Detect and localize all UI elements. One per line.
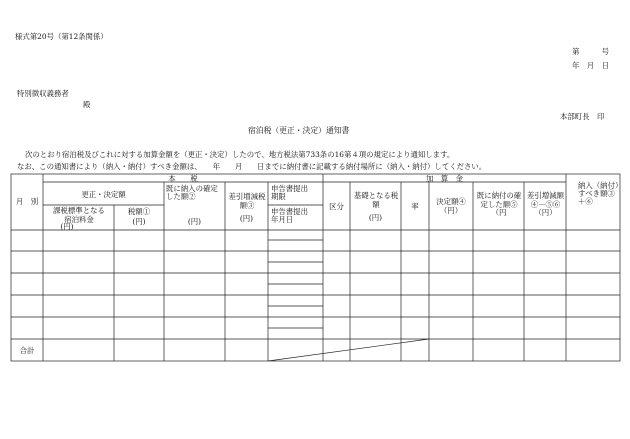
row-total-label: 合計 — [19, 346, 35, 355]
honorific: 殿 — [83, 100, 91, 109]
header-base-tax-unit: (円) — [368, 213, 383, 222]
document-number: 第 号 — [572, 47, 609, 56]
header-base-tax: 基礎となる税額 — [353, 191, 399, 209]
header-already-paid-surcharge: 既に納付の確定した額⑤（円 — [476, 191, 522, 218]
header-already-paid: 既に納入の確定した額② — [166, 184, 218, 202]
header-filing-deadline: 申告書提出期限 — [271, 184, 308, 202]
body-paragraph-line-1: 次のとおり宿泊税及びこれに対する加算金額を（更正・決定）したので、地方税法第733条の16第４項の規定により通知します。 — [25, 150, 455, 159]
header-assessed-amount: 更正・決定額 — [81, 190, 126, 199]
header-rate: 率 — [411, 202, 419, 211]
addressee-label: 特別徴収義務者 — [17, 89, 69, 98]
header-tax-amount: 税額① — [127, 207, 151, 216]
document-title: 宿泊税（更正・決定）通知書 — [248, 126, 350, 135]
header-net-change: 差引増減税額③ — [228, 192, 266, 210]
header-already-paid-unit: (円) — [187, 217, 202, 226]
header-surcharge: 加 算 金 — [426, 174, 463, 183]
header-taxable-lodging-fee: 課税標準となる宿泊料金 — [53, 206, 105, 224]
header-principal-tax: 本 税 — [168, 174, 198, 183]
header-tax-amount-unit: (円) — [132, 217, 146, 226]
header-month: 月 別 — [15, 197, 39, 206]
body-paragraph-line-2: なお、この通知書により（納入・納付）すべき金額は、 年 月 日までに納付書に記載する納付場所に（納入・納付）してください。 — [17, 162, 487, 171]
header-net-change-surcharge: 差引増減額④－⑤⑥（円） — [527, 191, 564, 218]
header-net-change-unit: (円) — [239, 214, 254, 223]
issue-date: 年 月 日 — [572, 61, 609, 70]
header-taxable-unit: (円) — [60, 222, 74, 231]
header-amount-to-pay: 納入（納付）すべき額③＋⑥ — [578, 181, 619, 207]
header-determined-amount: 決定額④（円） — [436, 197, 466, 215]
header-filing-date: 申告書提出年月日 — [271, 207, 308, 225]
header-category: 区分 — [329, 202, 344, 211]
form-label: 様式第20号（第12条関係） — [15, 32, 108, 41]
issuer-seal: 本部町長 印 — [560, 112, 605, 121]
